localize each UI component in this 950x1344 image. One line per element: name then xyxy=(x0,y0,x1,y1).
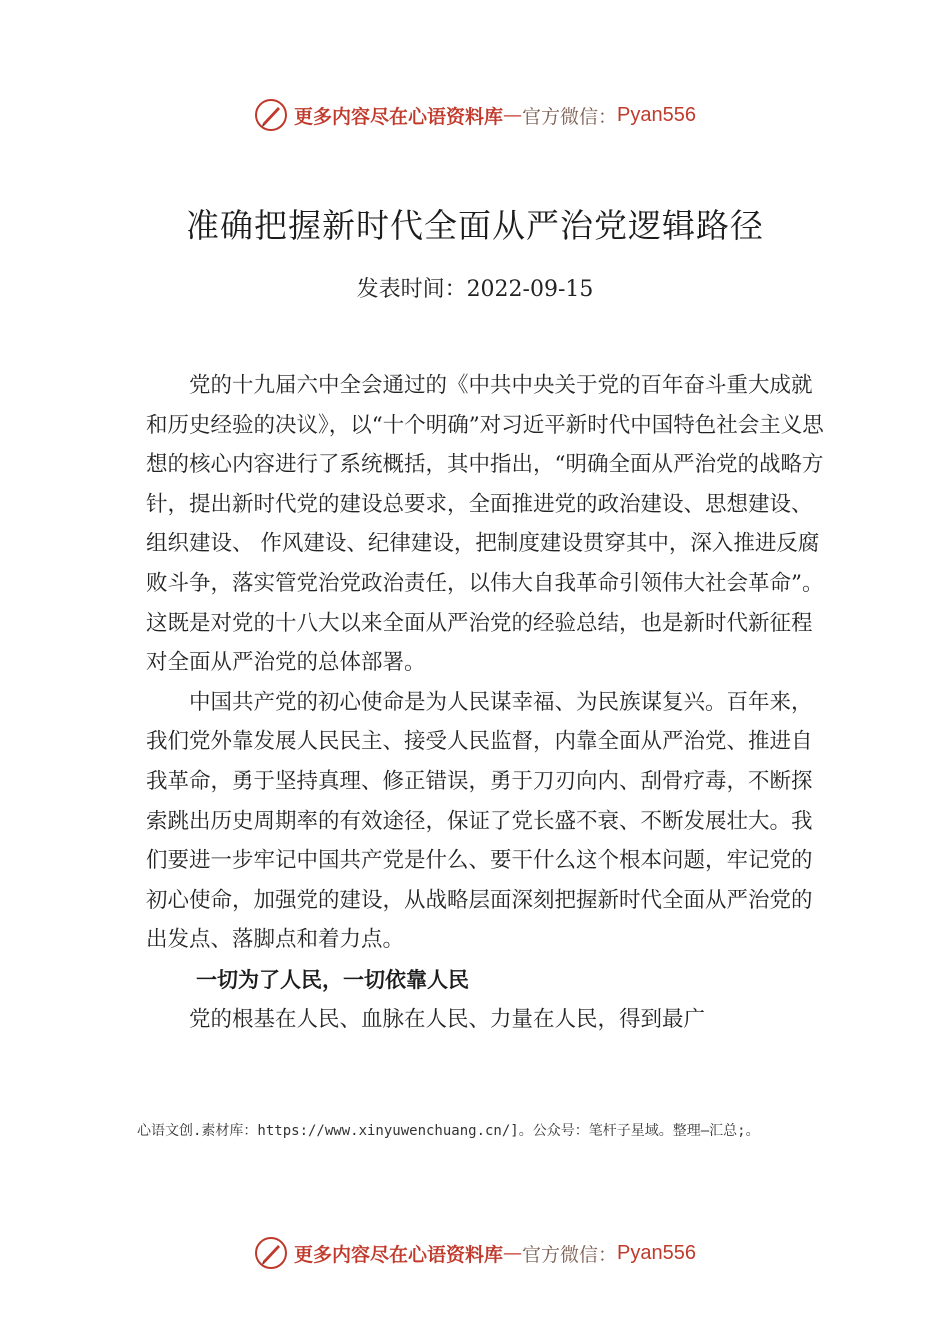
banner-brand-text: 更多内容尽在心语资料库 xyxy=(294,105,504,128)
banner-wechat-id: Pyan556 xyxy=(617,103,696,126)
quill-pen-icon xyxy=(254,98,288,132)
banner-dash: — xyxy=(503,1242,523,1264)
bottom-banner xyxy=(0,1233,950,1273)
banner-wechat-label: 官方微信： xyxy=(522,1243,618,1266)
publish-date: 发表时间：2022-09-15 xyxy=(356,277,594,302)
banner-wechat-label: 官方微信： xyxy=(522,105,618,128)
banner-brand-text: 更多内容尽在心语资料库 xyxy=(294,1243,504,1266)
paragraph-1: 党的十九届六中全会通过的《中共中央关于党的百年奋斗重大成就和历史经验的决议》，以“十个明确”对习近平新时代中国特色社会主义思想的核心内容进行了系统概括，其中指出，“明确全面从严治党的战略方针，提出新时代党的建设总要求，全面推进党的政治建设、思想建设、组织建设、 作风建设、纪律建设，把制度建设贯穿其中，深入推进反腐败斗争，落实管党治党政治责任，以伟大自我革命引领伟大社会革命”。这既是对党的十八大以来全面从严治党的经验总结，也是新时代新征程对全面从严治党的总体部署。 xyxy=(146,373,824,676)
paragraph-2: 中国共产党的初心使命是为人民谋幸福、为民族谋复兴。百年来，我们党外靠发展人民民主、接受人民监督，内靠全面从严治党、推进自我革命，勇于坚持真理、修正错误，勇于刀刃向内、刮骨疗毒，不断探索跳出历史周期率的有效途径，保证了党长盛不衰、不断发展壮大。我们要进一步牢记中国共产党是什么、要干什么这个根本问题，牢记党的初心使命，加强党的建设，从战略层面深刻把握新时代全面从严治党的出发点、落脚点和着力点。 xyxy=(146,689,813,953)
section-heading: 一切为了人民，一切依靠人民 xyxy=(196,967,469,992)
paragraph-3: 党的根基在人民、血脉在人民、力量在人民，得到最广 xyxy=(189,1006,706,1032)
source-footnote: 心语文创.素材库：https://www.xinyuwenchuang.cn/]。公众号：笔杆子星域。整理—汇总;。 xyxy=(137,1123,760,1139)
article-body xyxy=(146,366,826,1040)
article-title: 准确把握新时代全面从严治党逻辑路径 xyxy=(186,206,764,245)
top-banner xyxy=(0,95,950,135)
quill-pen-icon xyxy=(254,1236,288,1270)
banner-dash: — xyxy=(503,104,523,126)
banner-wechat-id: Pyan556 xyxy=(617,1241,696,1264)
